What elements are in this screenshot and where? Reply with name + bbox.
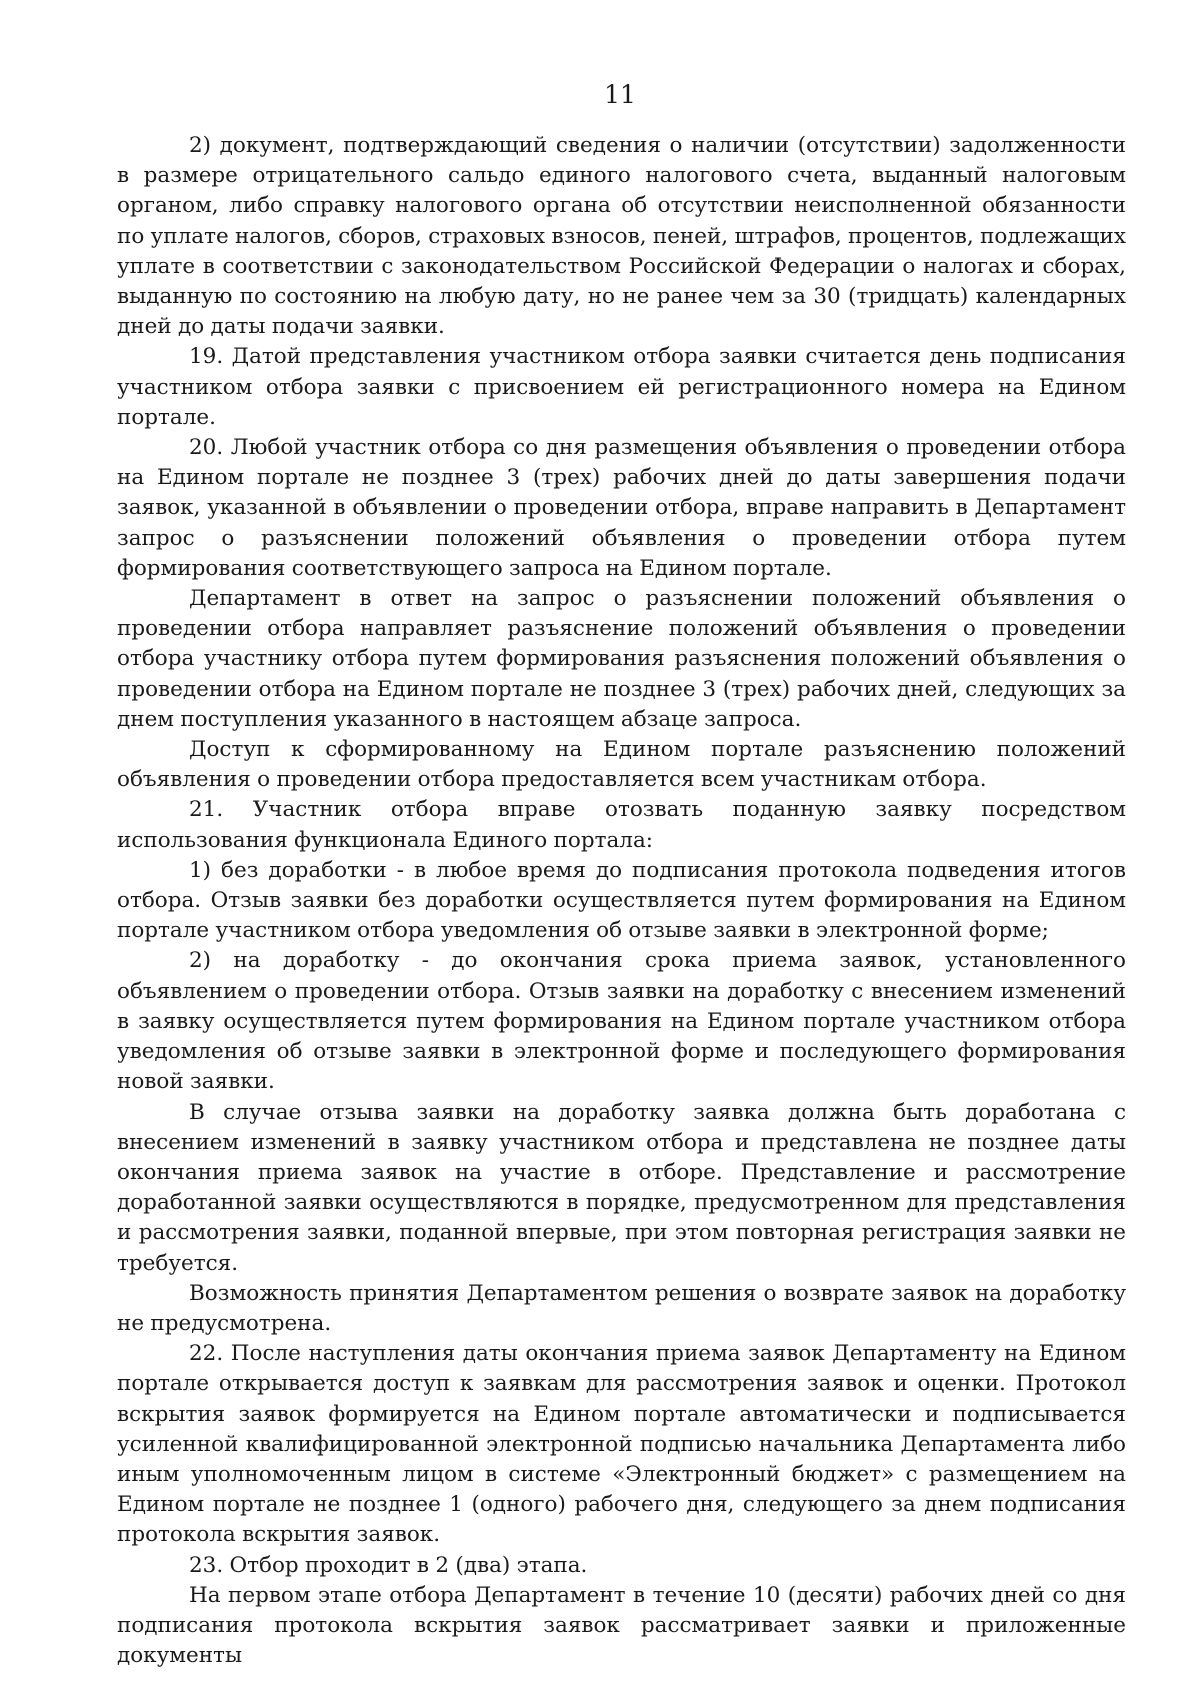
paragraph-21-item-1: 1) без доработки - в любое время до подписания протокола подведения итогов отбора. Отзыв заявки без доработки осуществляется путем формирования на Едином портале участником отбора уведомления об отзыве заявки в электронной форме; <box>117 857 1126 944</box>
paragraph-22: 22. После наступления даты окончания приема заявок Департаменту на Едином портале открывается доступ к заявкам для рассмотрения заявок и оценки. Протокол вскрытия заявок формируется на Едином портале автоматически и подписывается усиленной квалифицированной электронной подписью начальника Департамента либо иным уполномоченным лицом в системе «Электронный бюджет» с размещением на Едином портале не позднее 1 (одного) рабочего дня, следующего за днем подписания протокола вскрытия заявок. <box>117 1341 1126 1548</box>
paragraph-19: 19. Датой представления участником отбора заявки считается день подписания участником отбора заявки с присвоением ей регистрационного номера на Едином портале. <box>117 344 1126 430</box>
page-number: 11 <box>604 80 636 109</box>
paragraph-20-access: Доступ к сформированному на Едином портале разъяснению положений объявления о проведении отбора предоставляется всем участникам отбора. <box>117 737 1126 793</box>
paragraph-21-revision-case: В случае отзыва заявки на доработку заявка должна быть доработана с внесением изменений в заявку участником отбора и представлена не позднее даты окончания приема заявок на участие в отборе. Представление и рассмотрение доработанной заявки осуществляются в порядке, предусмотренном для представления и рассмотрения заявки, поданной впервые, при этом повторная регистрация заявки не требуется. <box>117 1099 1126 1276</box>
document-body <box>117 131 1126 1671</box>
paragraph-21-no-return: Возможность принятия Департаментом решения о возврате заявок на доработку не предусмотрена. <box>117 1280 1126 1336</box>
paragraph-23: 23. Отбор проходит в 2 (два) этапа. <box>189 1552 588 1578</box>
paragraph-21-item-2: 2) на доработку - до окончания срока приема заявок, установленного объявлением о проведении отбора. Отзыв заявки на доработку с внесением изменений в заявку осуществляется путем формирования на Едином портале участником отбора уведомления об отзыве заявки в электронной форме и последующего формирования новой заявки. <box>117 948 1126 1095</box>
paragraph-20: 20. Любой участник отбора со дня размещения объявления о проведении отбора на Едином портале не позднее 3 (трех) рабочих дней до даты завершения подачи заявок, указанной в объявлении о проведении отбора, вправе направить в Департамент запрос о разъяснении положений объявления о проведении отбора путем формирования соответствующего запроса на Едином портале. <box>117 435 1126 581</box>
paragraph-23-first-stage: На первом этапе отбора Департамент в течение 10 (десяти) рабочих дней со дня подписания протокола вскрытия заявок рассматривает заявки и приложенные документы <box>117 1582 1126 1669</box>
paragraph-20-department-response: Департамент в ответ на запрос о разъяснении положений объявления о проведении отбора направляет разъяснение положений объявления о проведении отбора участнику отбора путем формирования разъяснения положений объявления о проведении отбора на Едином портале не позднее 3 (трех) рабочих дней, следующих за днем поступления указанного в настоящем абзаце запроса. <box>117 586 1126 732</box>
paragraph-item-2: 2) документ, подтверждающий сведения о наличии (отсутствии) задолженности в размере отрицательного сальдо единого налогового счета, выданный налоговым органом, либо справку налогового органа об отсутствии неисполненной обязанности по уплате налогов, сборов, страховых взносов, пеней, штрафов, процентов, подлежащих уплате в соответствии с законодательством Российской Федерации о налогах и сборах, выданную по состоянию на любую дату, но не ранее чем за 30 (тридцать) календарных дней до даты подачи заявки. <box>117 133 1126 340</box>
paragraph-21: 21. Участник отбора вправе отозвать поданную заявку посредством использования функционала Единого портала: <box>117 797 1126 853</box>
